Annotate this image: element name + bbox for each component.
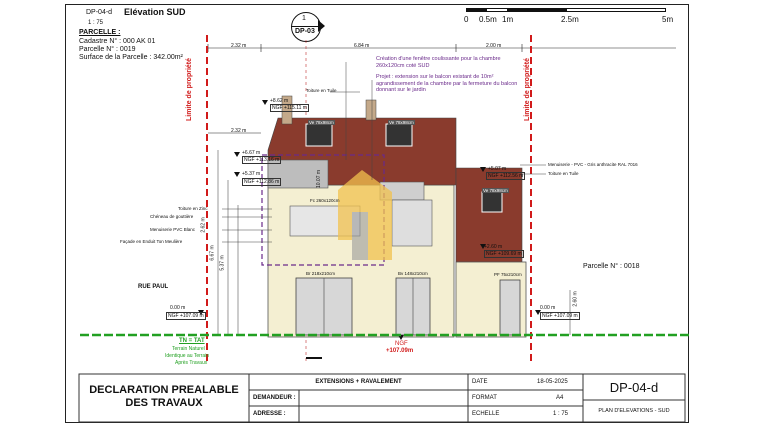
elevation-title: Elévation SUD xyxy=(124,7,186,17)
property-limit-right: Limite de propriété xyxy=(524,57,532,122)
dim-top-mid: 6.84 m xyxy=(354,43,370,49)
format-value: A4 xyxy=(556,395,564,401)
parcel-cadastre: Cadastre N° : 000 AK 01 xyxy=(79,38,156,45)
sheet-ref: DP-04-d xyxy=(86,9,113,16)
dim-top-left: 2.32 m xyxy=(231,43,247,49)
declaration-line1: DECLARATION PREALABLE xyxy=(89,384,239,396)
neighbour-parcel: Parcelle N° : 0018 xyxy=(583,263,640,270)
level-ngf-r2: NGF +109.69 m xyxy=(486,251,522,257)
level-ridge: +8.62 m xyxy=(270,98,289,104)
echelle-value: 1 : 75 xyxy=(553,411,569,417)
note-creation: Création d'une fenêtre coulissante pour la chambre 260x120cm coté SUD xyxy=(376,56,501,69)
scale-label-05: 0.5m xyxy=(479,15,497,24)
scale-label-5: 5m xyxy=(662,15,674,24)
label-toiture-tuile-right: Toiture en Tuile xyxy=(548,171,579,176)
property-limit-left: Limite de propriété xyxy=(186,57,194,122)
level-ngf-l2: NGF +112.86 m xyxy=(244,179,280,185)
window-tag-2: Ve 78x98cm xyxy=(389,120,414,125)
label-cheneau: Chéneau de gouttière xyxy=(150,214,194,219)
declaration-line2: DES TRAVAUX xyxy=(125,397,203,409)
level-ngf-ground-right: NGF +107.09 m xyxy=(542,313,578,319)
format-label: FORMAT xyxy=(472,395,497,401)
note-projet: Projet : extension sur le balcon existant de 10m² agrandissement de la chambre par la fermeture du balcon donnant sur le jardin xyxy=(376,74,518,93)
level-ngf-r1: NGF +112.56 m xyxy=(488,173,524,179)
parcel-number: Parcelle N° : 0019 xyxy=(79,46,136,53)
tn-line4: Après Travaux xyxy=(175,360,208,366)
date-label: DATE xyxy=(472,379,488,385)
tn-label: TN = TAT xyxy=(179,338,205,344)
level-ngf-ridge: NGF +115.11 m xyxy=(272,105,307,111)
level-l2: +5.37 m xyxy=(242,171,261,177)
parcel-surface: Surface de la Parcelle : 342.00m² xyxy=(79,54,183,61)
parcel-heading: PARCELLE : xyxy=(79,29,121,36)
tn-line3: Identique au Terrain xyxy=(165,353,210,359)
dim-h1: 6.67 m xyxy=(209,245,216,261)
plan-title: PLAN D'ELEVATIONS - SUD xyxy=(598,408,670,414)
level-ngf-main-label: NGF xyxy=(395,341,408,347)
window-tag-6: Bv 148x210cm xyxy=(398,271,428,276)
window-tag-3: Ve 78x98cm xyxy=(483,188,508,193)
level-r1: +5.07 m xyxy=(488,166,507,172)
scale-label-1: 1m xyxy=(502,15,514,24)
dim-ground-right: 0.00 m xyxy=(540,305,556,311)
dim-h4: 2.60 m xyxy=(572,291,579,307)
declaration-title xyxy=(79,384,249,410)
project-name: EXTENSIONS + RAVALEMENT xyxy=(315,379,402,385)
sheet-scale: 1 : 75 xyxy=(88,20,104,26)
dim-h3: 2.62 m xyxy=(200,217,207,233)
dim-h2: 5.37 m xyxy=(219,255,226,271)
dim-ground-left: 0.00 m xyxy=(170,305,186,311)
dim-top-right: 2.00 m xyxy=(486,43,502,49)
label-toiture-tuile: Toiture en Tuile xyxy=(306,88,337,93)
window-tag-7: PF 75x210cm xyxy=(494,272,522,277)
label-facade: Façade en Enduit Ton Meulière xyxy=(120,239,183,244)
date-value: 18-05-2025 xyxy=(537,379,568,385)
tn-line2: Terrain Naturel xyxy=(172,346,205,352)
level-r2: +2.60 m xyxy=(484,244,503,250)
label-menuiserie: Menuiserie PVC Blanc xyxy=(150,227,196,232)
street-label: RUE PAUL xyxy=(138,284,169,290)
level-ngf-l1: NGF +113.16 m xyxy=(244,157,280,163)
dim-mid-left: 2.32 m xyxy=(231,128,247,134)
label-toiture-zinc: Toiture en Zinc xyxy=(178,206,208,211)
plan-code: DP-04-d xyxy=(609,380,659,395)
window-tag-1: Ve 78x98cm xyxy=(309,120,334,125)
section-marker-num: 1 xyxy=(302,15,306,22)
window-tag-5: Br 218x210cm xyxy=(306,271,336,276)
demandeur-label: DEMANDEUR : xyxy=(253,395,296,401)
dim-h5: 10.07 m xyxy=(316,169,323,189)
level-l1: +6.67 m xyxy=(242,150,261,156)
echelle-label: ECHELLE xyxy=(472,411,500,417)
scale-label-0: 0 xyxy=(464,15,469,24)
scale-label-25: 2.5m xyxy=(561,15,579,24)
adresse-label: ADRESSE : xyxy=(253,411,286,417)
level-ngf-main-value: +107.09m xyxy=(386,348,414,354)
section-marker-ref: DP-03 xyxy=(295,28,315,35)
label-menuiserie-right: Menuiserie - PVC - Gris anthracite RAL 7016 xyxy=(548,162,638,167)
window-tag-4: Fc 260x120cm xyxy=(310,198,340,203)
level-ngf-ground-left: NGF +107.09 m xyxy=(168,313,204,319)
